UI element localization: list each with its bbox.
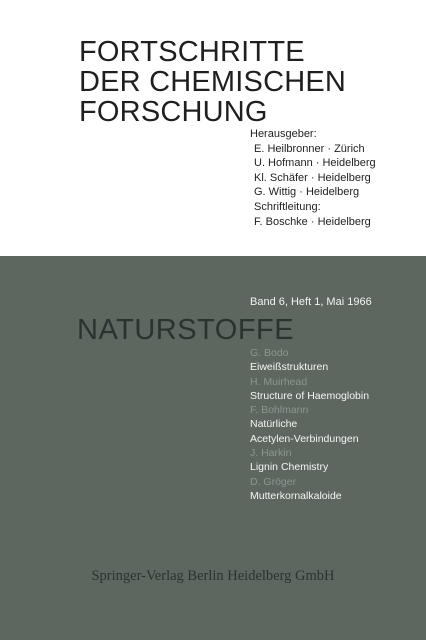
article-author: G. Bodo	[250, 347, 289, 359]
editor-name: E. Heilbronner · Zürich	[254, 142, 365, 155]
article-author: D. Gröger	[250, 475, 297, 488]
editorial-heading: Schriftleitung:	[254, 200, 321, 213]
article-title: Lignin Chemistry	[250, 461, 329, 474]
article-list	[250, 346, 369, 503]
series-title	[79, 37, 346, 127]
editorial-name: F. Boschke · Heidelberg	[254, 215, 371, 228]
volume-title: NATURSTOFFE	[77, 314, 295, 346]
series-title-line: FORTSCHRITTE	[79, 36, 305, 68]
article-title: Acetylen-Verbindungen	[250, 432, 359, 445]
article-title: Natürliche	[250, 418, 298, 431]
series-title-line: DER CHEMISCHEN	[79, 66, 347, 98]
editor-name: Kl. Schäfer · Heidelberg	[254, 171, 371, 184]
article-title: Eiweißstrukturen	[250, 361, 329, 374]
article-author: H. Muirhead	[250, 375, 308, 388]
series-title-line: FORSCHUNG	[79, 96, 268, 128]
cover-top-panel	[0, 0, 426, 256]
editors-block	[250, 127, 376, 229]
publisher-imprint: Springer-Verlag Berlin Heidelberg GmbH	[91, 568, 335, 584]
issue-info: Band 6, Heft 1, Mai 1966	[250, 296, 372, 308]
editor-name: U. Hofmann · Heidelberg	[254, 157, 376, 170]
editors-heading: Herausgeber:	[250, 128, 317, 140]
article-author: F. Bohlmann	[250, 404, 309, 417]
article-author: J. Harkin	[250, 447, 292, 460]
editor-name: G. Wittig · Heidelberg	[254, 186, 360, 199]
article-title: Mutterkornalkaloide	[250, 489, 342, 502]
article-title: Structure of Haemoglobin	[250, 389, 370, 402]
